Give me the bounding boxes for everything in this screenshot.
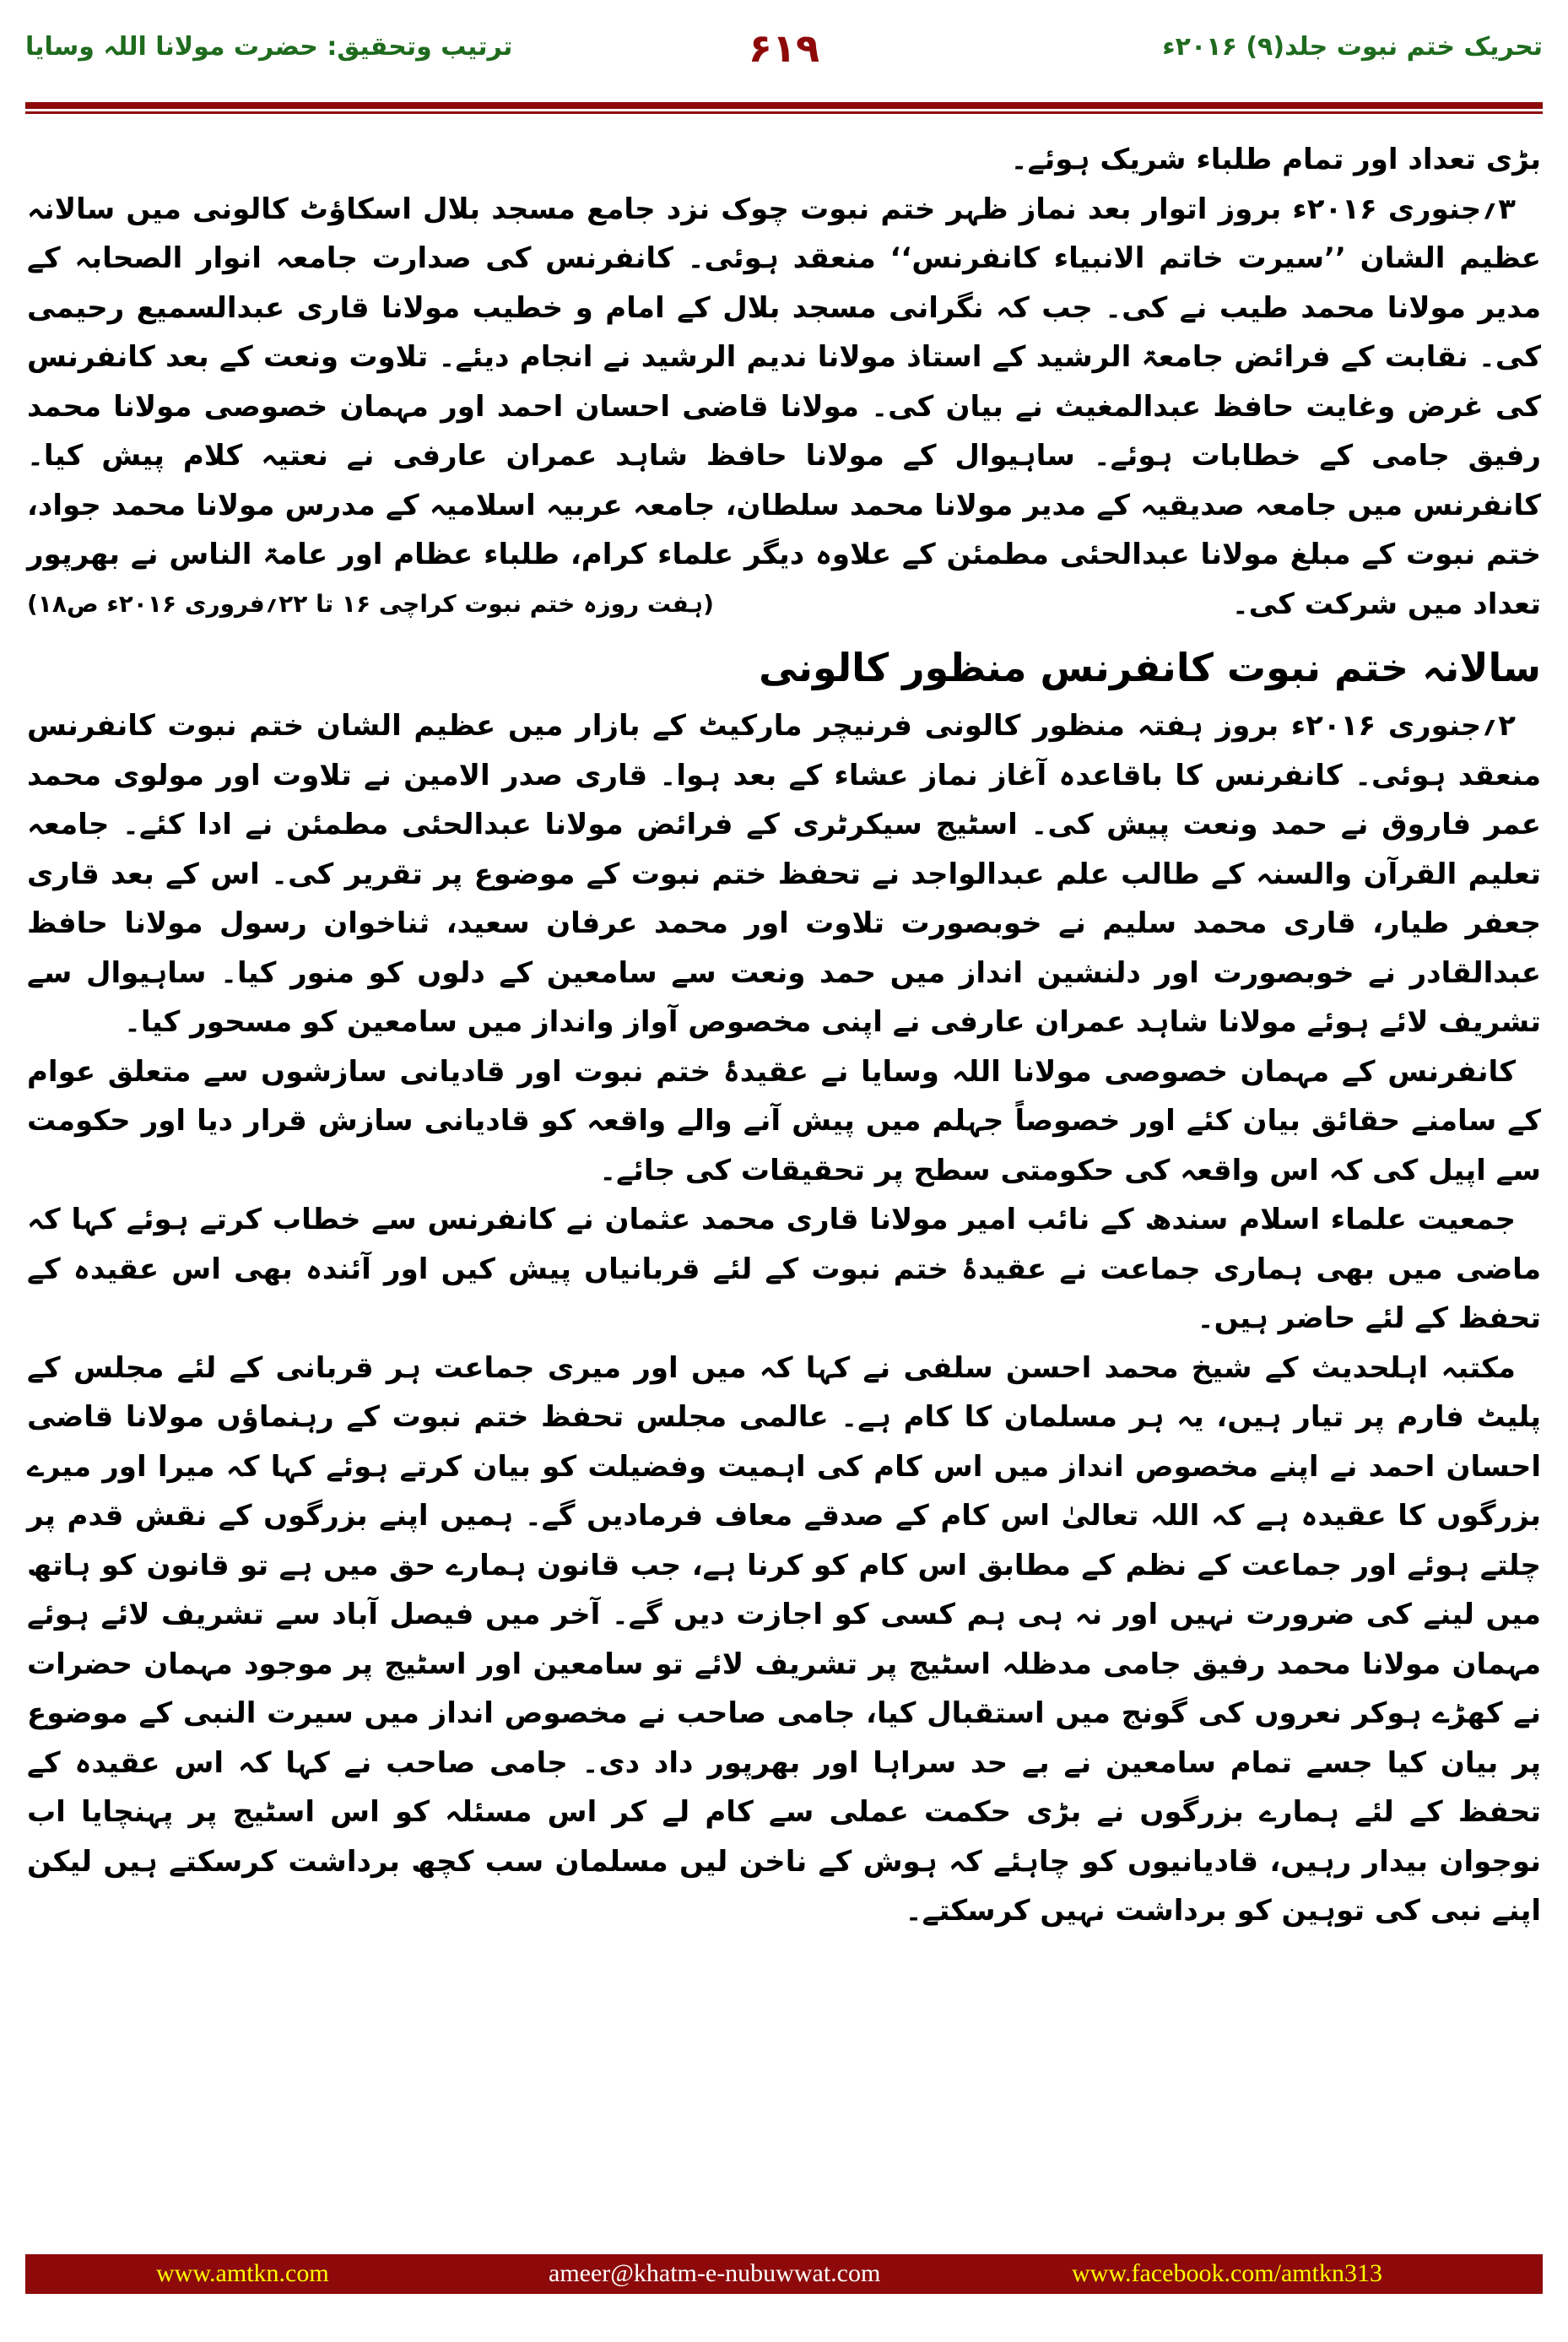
page-header <box>25 25 1543 84</box>
header-divider-thick <box>25 102 1543 109</box>
paragraph: جمعیت علماء اسلام سندھ کے نائب امیر مولانا قاری محمد عثمان نے کانفرنس سے خطاب کرتے ہوئے کہا کہ ماضی میں بھی ہماری جماعت نے عقیدۂ ختم نبوت کے لئے قربانیاں پیش کیں اور آئندہ بھی اس عقیدہ کے تحفظ کے لئے حاضر ہیں۔ <box>27 1203 1541 1335</box>
header-divider-thin <box>25 111 1543 114</box>
page-number: ۶۱۹ <box>748 25 820 71</box>
email-link[interactable]: ameer@khatm-e-nubuwwat.com <box>549 2259 881 2287</box>
section-heading: سالانہ ختم نبوت کانفرنس منظور کالونی <box>759 645 1541 690</box>
page-body <box>27 135 1541 1936</box>
page-footer <box>25 2254 1543 2294</box>
book-title: تحریک ختم نبوت جلد(۹) ۲۰۱۶ء <box>1162 32 1543 62</box>
paragraph: کانفرنس کے مہمان خصوصی مولانا اللہ وسایا نے عقیدۂ ختم نبوت اور قادیانی سازشوں سے متعلق عوام کے سامنے حقائق بیان کئے اور خصوصاً جہلم میں پیش آنے والے واقعہ کو قادیانی سازش قرار دیا اور حکومت سے اپیل کی کہ اس واقعہ کی حکومتی سطح پر تحقیقات کی جائے۔ <box>27 1054 1541 1187</box>
website-link[interactable]: www.amtkn.com <box>156 2259 329 2287</box>
compiler-credit: ترتیب وتحقیق: حضرت مولانا اللہ وسایا <box>25 32 513 62</box>
paragraph: مکتبہ اہلحدیث کے شیخ محمد احسن سلفی نے کہا کہ میں اور میری جماعت ہر قربانی کے لئے مجلس کے پلیٹ فارم پر تیار ہیں، یہ ہر مسلمان کا کام ہے۔ عالمی مجلس تحفظ ختم نبوت کے رہنماؤں مولانا قاضی احسان احمد نے اپنے مخصوص انداز میں اس کام کی اہمیت وفضیلت کو بیان کرتے ہوئے کہا کہ میرا اور میرے بزرگوں کا عقیدہ ہے کہ اللہ تعالیٰ اس کام کے صدقے معاف فرمادیں گے۔ ہمیں اپنے بزرگوں کے نقش قدم پر چلتے ہوئے اور جماعت کے نظم کے مطابق اس کام کو کرنا ہے، جب قانون ہمارے حق میں ہے تو قانون کو ہاتھ میں لینے کی ضرورت نہیں اور نہ ہی ہم کسی کو اجازت دیں گے۔ آخر میں فیصل آباد سے تشریف لائے ہوئے مہمان مولانا محمد رفیق جامی مدظلہ اسٹیج پر تشریف لائے تو سامعین اور اسٹیج پر موجود مہمان حضرات نے کھڑے ہوکر نعروں کی گونج میں استقبال کیا، جامی صاحب نے مخصوص انداز میں سیرت النبی کے موضوع پر بیان کیا جسے تمام سامعین نے بے حد سراہا اور بھرپور داد دی۔ جامی صاحب نے کہا کہ اس عقیدہ کے تحفظ کے لئے ہمارے بزرگوں نے بڑی حکمت عملی سے کام لے کر اس مسئلہ کو اس اسٹیج پر پہنچایا اب نوجوان بیدار رہیں، قادیانیوں کو چاہئے کہ ہوش کے ناخن لیں مسلمان سب کچھ برداشت کرسکتے ہیں لیکن اپنے نبی کی توہین کو برداشت نہیں کرسکتے۔ <box>27 1350 1541 1928</box>
facebook-link[interactable]: www.facebook.com/amtkn313 <box>1072 2259 1382 2287</box>
paragraph: ۲؍جنوری ۲۰۱۶ء بروز ہفتہ منظور کالونی فرنیچر مارکیٹ کے بازار میں عظیم الشان ختم نبوت کانفرنس منعقد ہوئی۔ کانفرنس کا باقاعدہ آغاز نماز عشاء کے بعد ہوا۔ قاری صدر الامین نے تلاوت اور مولوی محمد عمر فاروق نے حمد ونعت پیش کی۔ اسٹیج سیکرٹری کے فرائض مولانا عبدالحئی مطمئن نے ادا کئے۔ جامعہ تعلیم القرآن والسنہ کے طالب علم عبدالواجد نے تحفظ ختم نبوت کے موضوع پر تقریر کی۔ اس کے بعد قاری جعفر طیار، قاری محمد سلیم نے خوبصورت تلاوت اور محمد عرفان سعید، ثناخوان رسول مولانا حافظ عبدالقادر نے خوبصورت اور دلنشین انداز میں حمد ونعت سے سامعین کے دلوں کو منور کیا۔ ساہیوال سے تشریف لائے ہوئے مولانا شاہد عمران عارفی نے اپنی مخصوص آواز وانداز میں سامعین کو مسحور کیا۔ <box>27 709 1541 1039</box>
paragraph <box>27 185 1541 630</box>
paragraph-text: ۳؍جنوری ۲۰۱۶ء بروز اتوار بعد نماز ظہر ختم نبوت چوک نزد جامع مسجد بلال اسکاؤٹ کالونی میں سالانہ عظیم الشان ’’سیرت خاتم الانبیاء کانفرنس‘‘ منعقد ہوئی۔ کانفرنس کی صدارت جامعہ انوار الصحابہ کے مدیر مولانا محمد طیب نے کی۔ جب کہ نگرانی مسجد بلال کے امام و خطیب مولانا قاری عبدالسمیع رحیمی کی۔ نقابت کے فرائض جامعۃ الرشید کے استاذ مولانا ندیم الرشید نے انجام دیئے۔ تلاوت ونعت کے بعد کانفرنس کی غرض وغایت حافظ عبدالمغیث نے بیان کی۔ مولانا قاضی احسان احمد اور مہمان خصوصی مولانا محمد رفیق جامی کے خطابات ہوئے۔ ساہیوال کے مولانا حافظ شاہد عمران عارفی نے نعتیہ کلام پیش کیا۔ کانفرنس میں جامعہ صدیقیہ کے مدیر مولانا محمد سلطان، جامعہ عربیہ اسلامیہ کے مدرس مولانا محمد جواد، ختم نبوت کے مبلغ مولانا عبدالحئی مطمئن کے علاوہ دیگر علماء کرام، طلباء عظام اور عامۃ الناس نے بھرپور تعداد میں شرکت کی۔ <box>27 192 1541 621</box>
paragraph: بڑی تعداد اور تمام طلباء شریک ہوئے۔ <box>1010 143 1541 176</box>
citation: (ہفت روزہ ختم نبوت کراچی ۱۶ تا ۲۲؍فروری ۲۰۱۶ء ص۱۸) <box>27 589 714 618</box>
